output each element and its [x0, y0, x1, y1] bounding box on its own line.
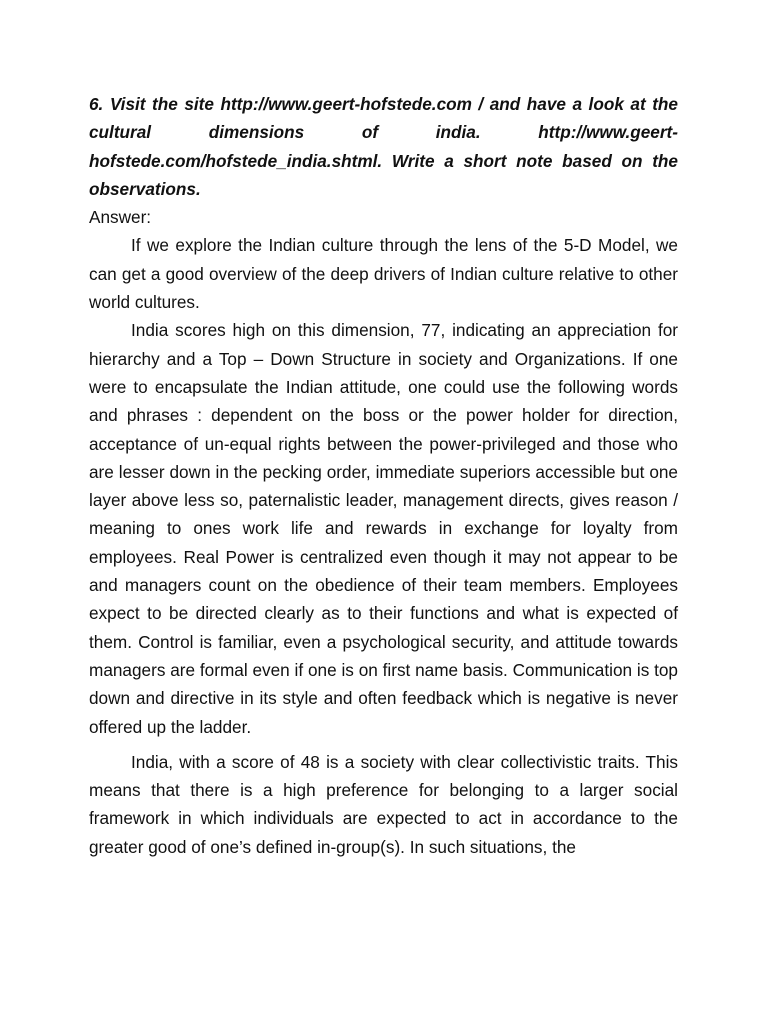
paragraph-power-distance: India scores high on this dimension, 77, indicating an appreciation for hierarchy and a Top – Down Structure in society and Organizations. If one were to encapsulate the Indian attitude, one could use the following words and phrases : dependent on the boss or the power holder for direction, acceptance of un-equal rights between the power-privileged and those who are lesser down in the pecking order, immediate superiors accessible but one layer above less so, paternalistic leader, management directs, gives reason / meaning to ones work life and rewards in exchange for loyalty from employees. Real Power is centralized even though it may not appear to be and managers count on the obedience of their team members. Employees expect to be directed clearly as to their functions and what is expected of them. Control is familiar, even a psychological security, and attitude towards managers are formal even if one is on first name basis. Communication is top down and directive in its style and often feedback which is negative is never offered up the ladder.: [89, 320, 678, 737]
paragraph-individualism: India, with a score of 48 is a society with clear collectivistic traits. This means that there is a high preference for belonging to a larger social framework in which individuals are expected to act in accordance to the greater good of one’s defined in-group(s). In such situations, the: [89, 751, 678, 857]
document-page: [89, 90, 678, 861]
answer-label: Answer:: [89, 207, 152, 228]
question-text: 6. Visit the site http://www.geert-hofstede.com / and have a look at the cultural dimensions of india. http://www.geert-hofstede.com/hofstede_india.shtml. Write a short note based on the observations.: [89, 94, 678, 199]
paragraph-intro: If we explore the Indian culture through the lens of the 5-D Model, we can get a good overview of the deep drivers of Indian culture relative to other world cultures.: [89, 235, 678, 313]
